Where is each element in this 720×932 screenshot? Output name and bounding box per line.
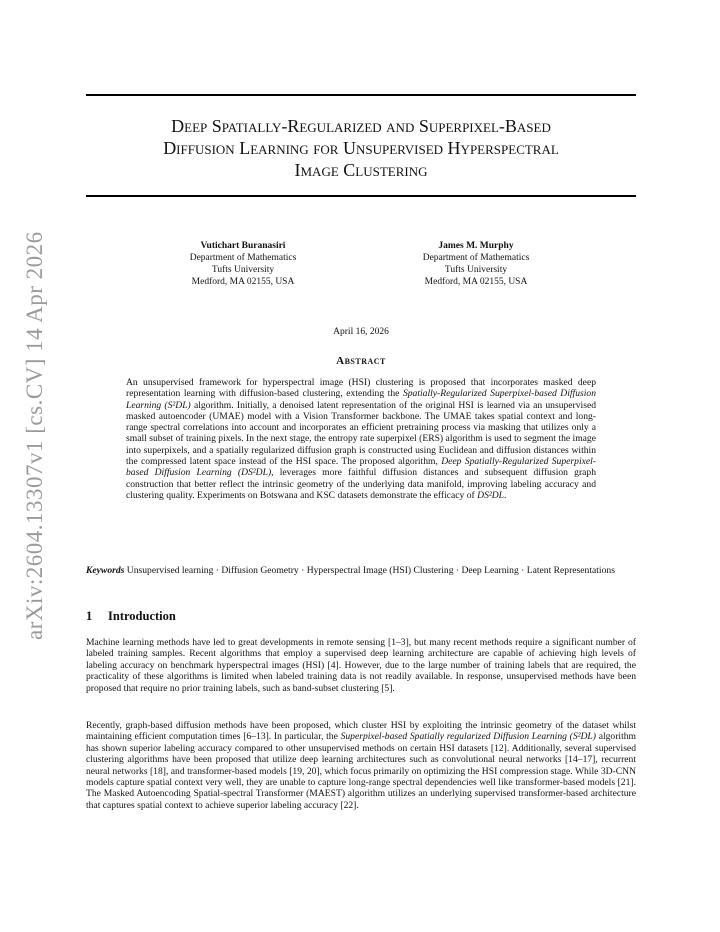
author-addr: Medford, MA 02155, USA bbox=[424, 277, 528, 287]
keywords-text: Unsupervised learning · Diffusion Geometry · Hyperspectral Image (HSI) Clustering · Deep Learning · Latent Representations bbox=[124, 565, 615, 576]
intro-paragraph-2 bbox=[86, 720, 636, 811]
abstract-part: algorithm. Initially, a denoised latent representation of the original HSI is learned via an unsupervised masked autoencoder (UMAE) model with a Vision Transformer backbone. The UMAE takes spatial context and long-range spectral correlations into account and incorporates an efficient pretraining process via masking that utilizes only a small subset of training pixels. In the next stage, the entropy rate superpixel (ERS) algorithm is used to segment the image into superpixels, and a spatially regularized diffusion graph is constructed using Euclidean and diffusion distances within the compressed latent space instead of the HSI space. The proposed algorithm, bbox=[126, 399, 597, 468]
intro-paragraph-1: Machine learning methods have led to great developments in remote sensing [1–3], but many recent methods require a significant number of labeled training samples. Recent algorithms that employ a supervised deep learning architecture are capable of achieving high levels of labeling accuracy on benchmark hyperspectral images (HSI) [4]. However, due to the large number of training labels that are required, the practicality of these algorithms is limited when labeled training data is not readily available. In response, unsupervised methods have been proposed that require no prior training labels, such as band-subset clustering [5]. bbox=[86, 637, 636, 694]
abstract-heading: Abstract bbox=[336, 355, 386, 367]
author-dept: Department of Mathematics bbox=[422, 253, 530, 263]
author-block-2 bbox=[376, 240, 576, 288]
abstract-text bbox=[126, 377, 596, 501]
paper-date: April 16, 2026 bbox=[333, 327, 389, 337]
paragraph-part: Recently, graph-based diffusion methods have been proposed, which cluster HSI by exploiting the intrinsic geometry of the dataset whilst maintaining efficient computation times [6–13]. In particular, the bbox=[86, 720, 636, 743]
author-univ: Tufts University bbox=[211, 265, 275, 275]
keywords bbox=[86, 565, 636, 577]
keywords-label: Keywords bbox=[86, 565, 125, 576]
author-name: Vutichart Buranasiri bbox=[200, 241, 286, 251]
abstract-part: An unsupervised framework for hyperspectral image (HSI) clustering is proposed that incorporates masked deep representation learning with diffusion-based clustering, extending the bbox=[126, 377, 596, 400]
section-title: Introduction bbox=[108, 609, 176, 623]
title-line-1: Deep Spatially-Regularized and Superpixel-Based bbox=[171, 116, 551, 136]
abstract-part: . bbox=[504, 489, 507, 501]
title-bottom-rule bbox=[86, 195, 636, 197]
section-heading bbox=[86, 609, 176, 624]
author-univ: Tufts University bbox=[444, 265, 508, 275]
abstract-part: , leverages more faithful diffusion distances and subsequent diffusion graph construction that better reflect the intrinsic geometry of the underlying data manifold, improving labeling accuracy and clustering quality. Experiments on Botswana and KSC datasets demonstrate the efficacy of bbox=[126, 467, 596, 501]
author-addr: Medford, MA 02155, USA bbox=[191, 277, 295, 287]
abstract-acronym: DS²DL bbox=[477, 489, 505, 501]
arxiv-stamp: arXiv:2604.13307v1 [cs.CV] 14 Apr 2026 bbox=[22, 231, 47, 640]
abstract-proposed-name: Deep Spatially-Regularized Superpixel-based Diffusion Learning (DS²DL) bbox=[126, 456, 596, 479]
abstract-method-name: Spatially-Regularized Superpixel-based Diffusion Learning (S²DL) bbox=[126, 388, 597, 411]
title-line-3: Image Clustering bbox=[294, 160, 428, 180]
paper-title bbox=[86, 115, 636, 181]
paragraph-method-name: Superpixel-based Spatially regularized Diffusion Learning (S²DL) bbox=[340, 731, 596, 743]
title-line-2: Diffusion Learning for Unsupervised Hyperspectral bbox=[163, 138, 559, 158]
section-number: 1 bbox=[86, 609, 93, 623]
author-dept: Department of Mathematics bbox=[189, 253, 297, 263]
author-name: James M. Murphy bbox=[438, 241, 514, 251]
title-top-rule bbox=[86, 94, 636, 96]
paragraph-part: algorithm has shown superior labeling accuracy compared to other unsupervised methods on certain HSI datasets [12]. Additionally, several supervised clustering algorithms have been proposed that utilize deep learning architectures such as convolutional neural networks [14–17], recurrent neural networks [18], and transformer-based models [19, 20], which focus primarily on optimizing the HSI compression stage. While 3D-CNN models capture spatial context very well, they are unable to capture long-range spectral dependencies well like transformer-based models [21]. The Masked Autoencoding Spatial-spectral Transformer (MAEST) algorithm utilizes an underlying supervised transformer-based architecture that captures spatial context to achieve superior labeling accuracy [22]. bbox=[86, 731, 636, 811]
author-block-1 bbox=[143, 240, 343, 288]
